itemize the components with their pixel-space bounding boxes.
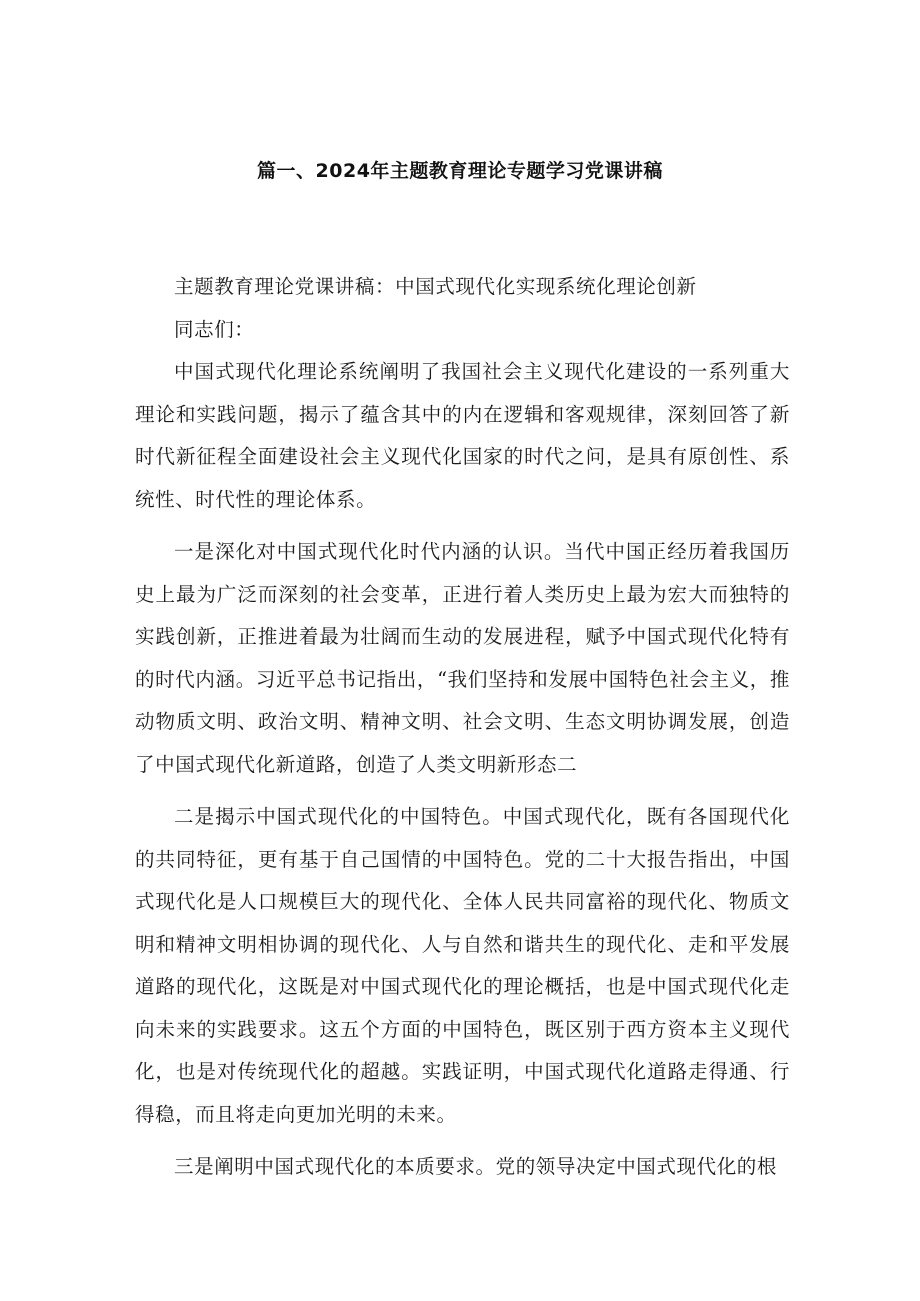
document-subtitle: 主题教育理论党课讲稿：中国式现代化实现系统化理论创新	[174, 275, 697, 298]
paragraph-point-three: 三是阐明中国式现代化的本质要求。党的领导决定中国式现代化的根	[174, 1155, 778, 1178]
paragraph-intro: 中国式现代化理论系统阐明了我国社会主义现代化建设的一系列重大理论和实践问题，揭示了蕴含其中的内在逻辑和客观规律，深刻回答了新时代新征程全面建设社会主义现代化国家的时代之问，是具有原创性、系统性、时代性的理论体系。	[135, 360, 790, 511]
document-title: 篇一、2024年主题教育理论专题学习党课讲稿	[257, 160, 663, 182]
salutation: 同志们：	[174, 317, 255, 341]
paragraph-point-one: 一是深化对中国式现代化时代内涵的认识。当代中国正经历着我国历史上最为广泛而深刻的社会变革，正进行着人类历史上最为宏大而独特的实践创新，正推进着最为壮阔而生动的发展进程，赋予中国式现代化特有的时代内涵。习近平总书记指出，“我们坚持和发展中国特色社会主义，推动物质文明、政治文明、精神文明、社会文明、生态文明协调发展，创造了中国式现代化新道路，创造了人类文明新形态二	[135, 540, 790, 776]
document-body	[135, 266, 790, 1199]
paragraph-point-two: 二是揭示中国式现代化的中国特色。中国式现代化，既有各国现代化的共同特征，更有基于自己国情的中国特色。党的二十大报告指出，中国式现代化是人口规模巨大的现代化、全体人民共同富裕的现代化、物质文明和精神文明相协调的现代化、人与自然和谐共生的现代化、走和平发展道路的现代化，这既是对中国式现代化的理论概括，也是中国式现代化走向未来的实践要求。这五个方面的中国特色，既区别于西方资本主义现代化，也是对传统现代化的超越。实践证明，中国式现代化道路走得通、行得稳，而且将走向更加光明的未来。	[135, 805, 790, 1126]
